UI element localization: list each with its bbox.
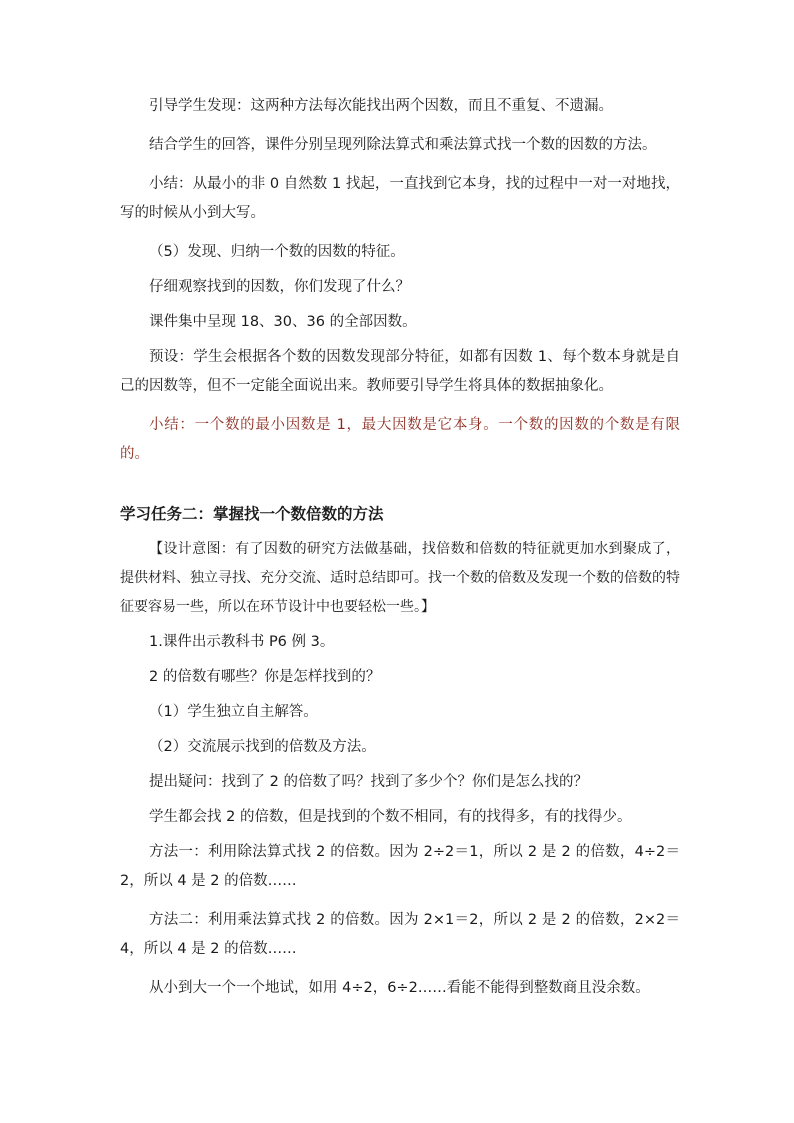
paragraph-method-two: 方法二：利用乘法算式找 2 的倍数。因为 2×1＝2，所以 2 是 2 的倍数，2×2＝4，所以 4 是 2 的倍数…… — [120, 912, 680, 957]
paragraph-courseware-factors: 课件集中呈现 18、30、36 的全部因数。 — [149, 314, 417, 330]
paragraph-raise-question: 提出疑问：找到了 2 的倍数了吗？找到了多少个？你们是怎么找的？ — [149, 774, 588, 790]
paragraph-summary-finding: 小结：从最小的非 0 自然数 1 找起，一直找到它本身，找的过程中一对一对地找，写的时候从小到大写。 — [120, 176, 680, 221]
paragraph-try-one-by-one: 从小到大一个一个地试，如用 4÷2，6÷2……看能不能得到整数商且没余数。 — [149, 980, 650, 996]
paragraph-step-5: （5）发现、归纳一个数的因数的特征。 — [149, 244, 405, 260]
paragraph-discovery: 引导学生发现：这两种方法每次能找出两个因数，而且不重复、不遗漏。 — [149, 98, 613, 114]
paragraph-multiples-question: 2 的倍数有哪些？你是怎样找到的？ — [149, 669, 381, 685]
paragraph-courseware-methods: 结合学生的回答，课件分别呈现列除法算式和乘法算式找一个数的因数的方法。 — [149, 137, 657, 153]
paragraph-method-one: 方法一：利用除法算式找 2 的倍数。因为 2÷2＝1，所以 2 是 2 的倍数，4÷2＝2，所以 4 是 2 的倍数…… — [120, 844, 680, 889]
paragraph-preset: 预设：学生会根据各个数的因数发现部分特征，如都有因数 1、每个数本身就是自己的因数等，但不一定能全面说出来。教师要引导学生将具体的数据抽象化。 — [120, 349, 680, 394]
design-intent: 【设计意图：有了因数的研究方法做基础，找倍数和倍数的特征就更加水到聚成了，提供材料、独立寻找、充分交流、适时总结即可。找一个数的倍数及发现一个数的倍数的特征要容易一些，所以在环节设计中也要轻松一些。】 — [120, 541, 680, 615]
paragraph-observe-question: 仔细观察找到的因数，你们发现了什么？ — [149, 279, 410, 295]
paragraph-share-methods: （2）交流展示找到的倍数及方法。 — [149, 739, 376, 755]
paragraph-independent-answer: （1）学生独立自主解答。 — [149, 704, 318, 720]
paragraph-example-3: 1.课件出示教科书 P6 例 3。 — [149, 634, 335, 650]
paragraph-summary-factor-features: 小结：一个数的最小因数是 1，最大因数是它本身。一个数的因数的个数是有限的。 — [120, 417, 680, 462]
document-page — [120, 92, 680, 1013]
task-two-heading: 学习任务二：掌握找一个数倍数的方法 — [120, 504, 384, 523]
paragraph-students-find: 学生都会找 2 的倍数，但是找到的个数不相同，有的找得多，有的找得少。 — [149, 809, 632, 825]
